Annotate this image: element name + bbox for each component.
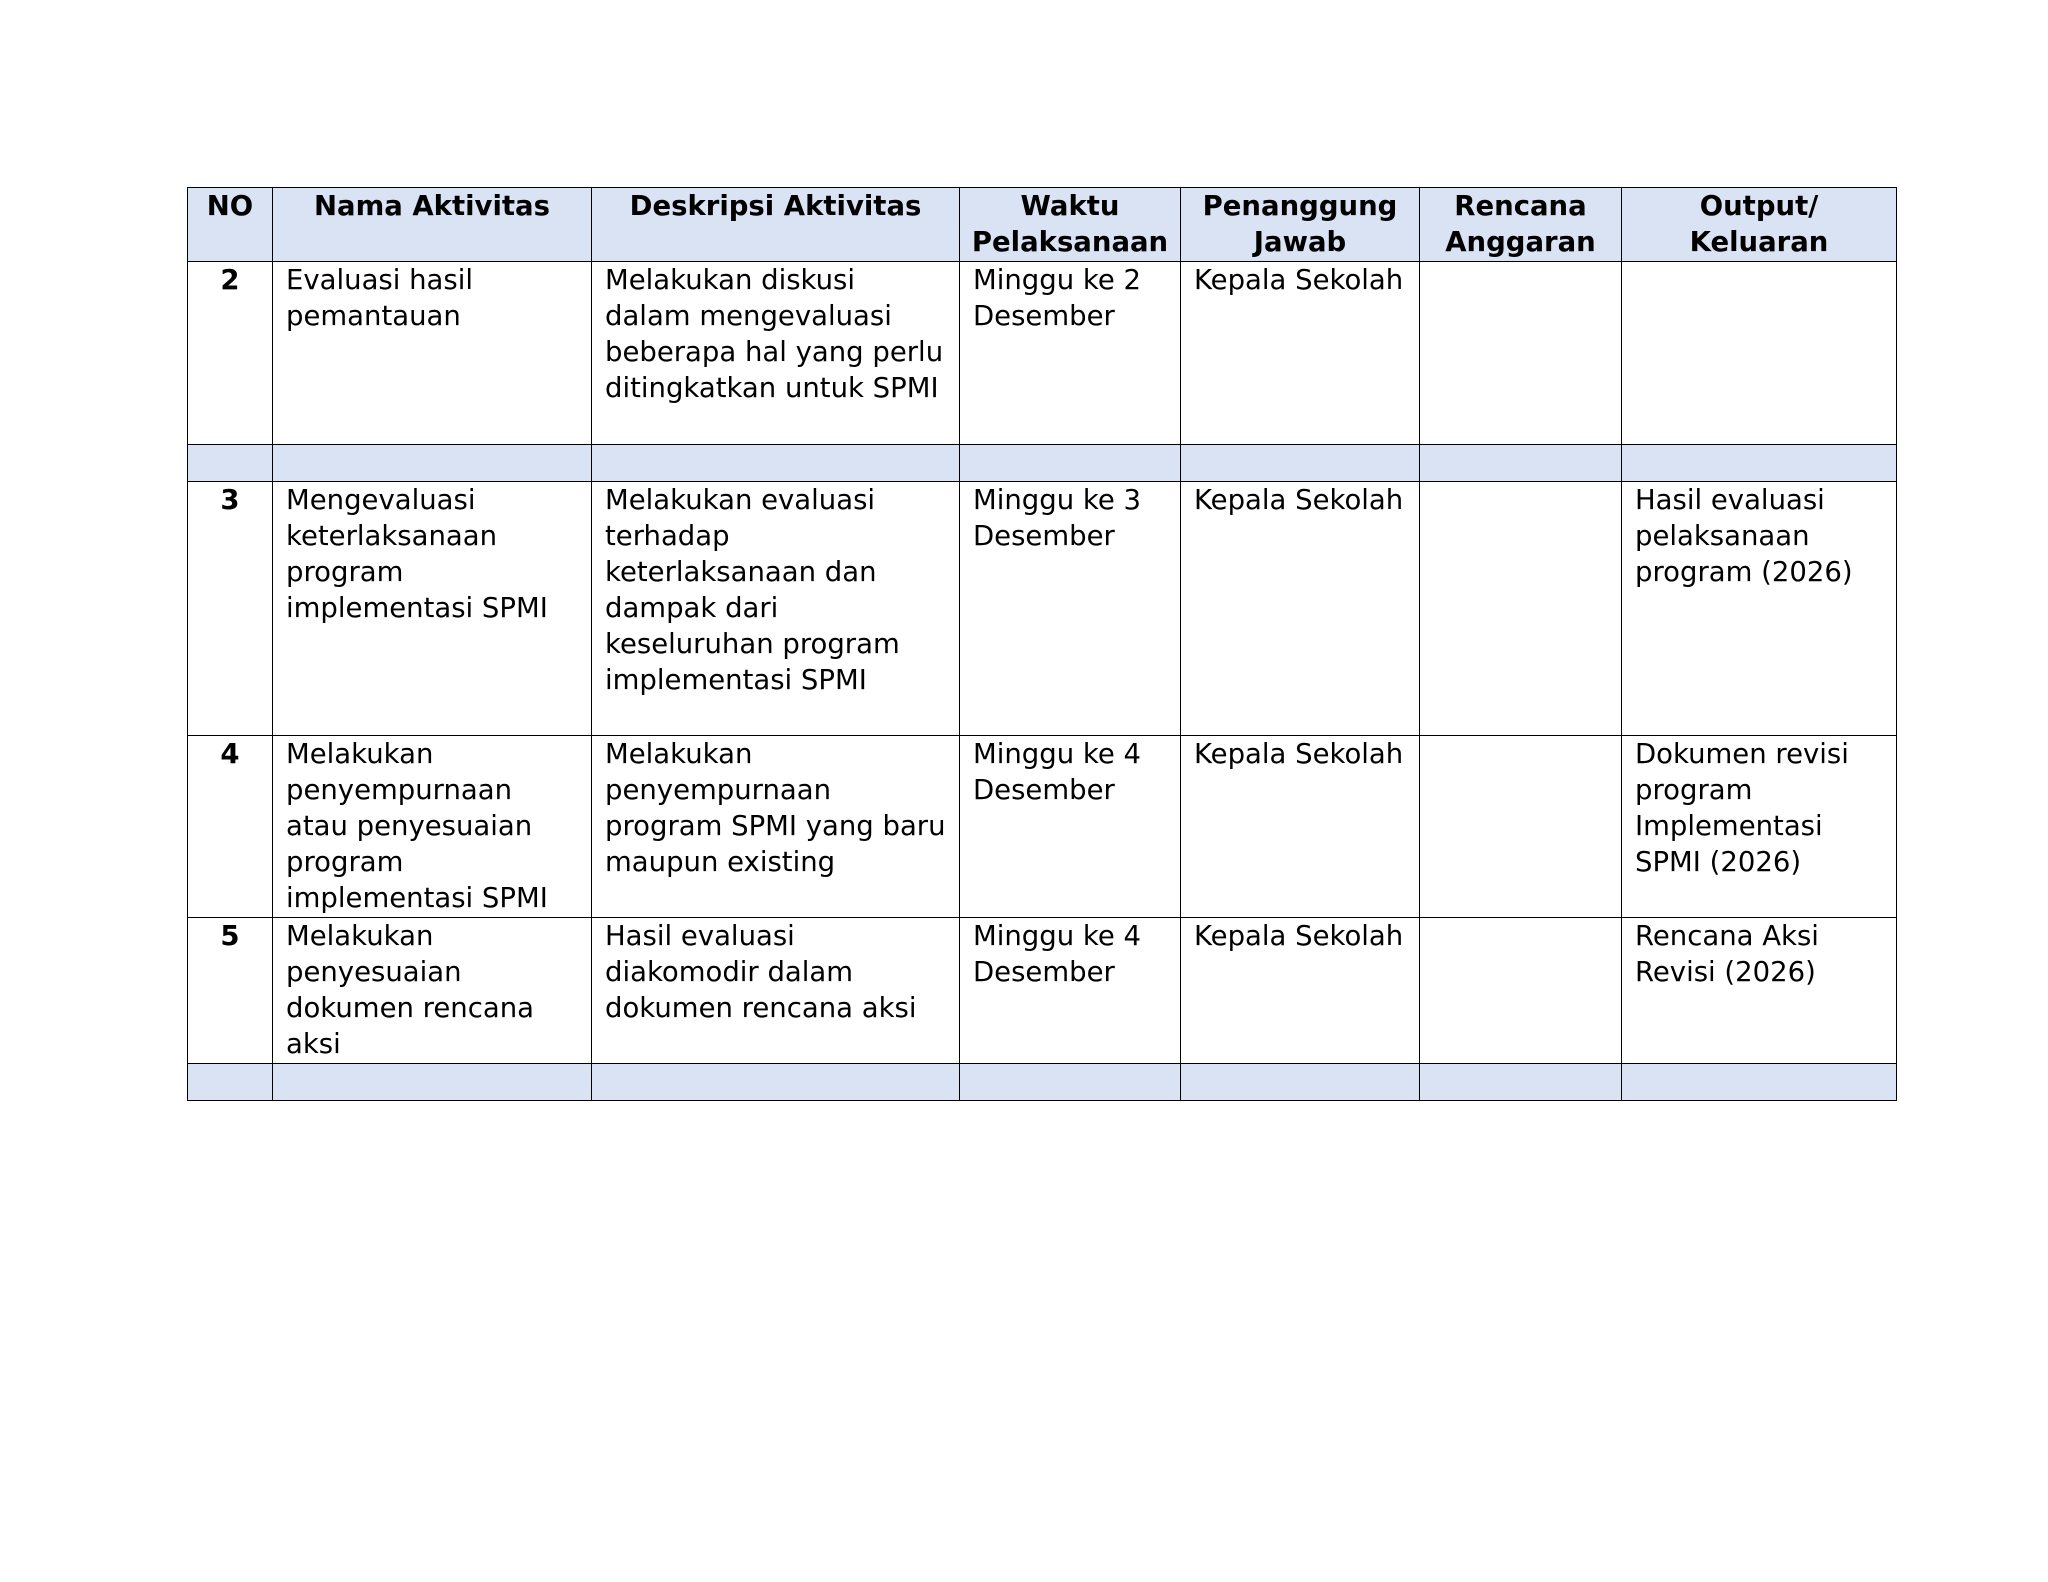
blank-cell [1420, 445, 1622, 482]
rencana-anggaran-cell [1420, 736, 1622, 918]
blank-cell [592, 1064, 960, 1101]
blank-separator-row [188, 1064, 1897, 1101]
deskripsi-aktivitas-cell: Melakukan penyempurnaan program SPMI yang baru maupun existing [592, 736, 960, 918]
penanggung-jawab-cell: Kepala Sekolah [1181, 262, 1420, 445]
blank-cell [1181, 1064, 1420, 1101]
nama-aktivitas-cell: Evaluasi hasil pemantauan [273, 262, 592, 445]
penanggung-jawab-cell: Kepala Sekolah [1181, 918, 1420, 1064]
activity-plan-table [187, 187, 1897, 1101]
rencana-anggaran-cell [1420, 918, 1622, 1064]
blank-cell [960, 445, 1181, 482]
blank-cell [960, 1064, 1181, 1101]
waktu-pelaksanaan-cell: Minggu ke 4 Desember [960, 918, 1181, 1064]
table-row [188, 262, 1897, 445]
blank-cell [1420, 1064, 1622, 1101]
row-number: 2 [188, 262, 273, 445]
header-no: NO [188, 188, 273, 262]
table-row [188, 918, 1897, 1064]
deskripsi-aktivitas-cell: Melakukan diskusi dalam mengevaluasi beberapa hal yang perlu ditingkatkan untuk SPMI [592, 262, 960, 445]
document-page [187, 187, 1896, 1101]
nama-aktivitas-cell: Melakukan penyempurnaan atau penyesuaian program implementasi SPMI [273, 736, 592, 918]
rencana-anggaran-cell [1420, 482, 1622, 736]
blank-cell [188, 445, 273, 482]
header-nama-aktivitas: Nama Aktivitas [273, 188, 592, 262]
blank-cell [273, 1064, 592, 1101]
blank-cell [188, 1064, 273, 1101]
output-keluaran-cell: Dokumen revisi program Implementasi SPMI (2026) [1622, 736, 1897, 918]
rencana-anggaran-cell [1420, 262, 1622, 445]
nama-aktivitas-cell: Mengevaluasi keterlaksanaan program implementasi SPMI [273, 482, 592, 736]
penanggung-jawab-cell: Kepala Sekolah [1181, 482, 1420, 736]
table-header-row [188, 188, 1897, 262]
header-deskripsi-aktivitas: Deskripsi Aktivitas [592, 188, 960, 262]
deskripsi-aktivitas-cell: Hasil evaluasi diakomodir dalam dokumen rencana aksi [592, 918, 960, 1064]
row-number: 4 [188, 736, 273, 918]
waktu-pelaksanaan-cell: Minggu ke 3 Desember [960, 482, 1181, 736]
blank-cell [592, 445, 960, 482]
output-keluaran-cell: Hasil evaluasi pelaksanaan program (2026) [1622, 482, 1897, 736]
table-row [188, 482, 1897, 736]
table-row [188, 736, 1897, 918]
blank-cell [1622, 445, 1897, 482]
row-number: 5 [188, 918, 273, 1064]
output-keluaran-cell [1622, 262, 1897, 445]
waktu-pelaksanaan-cell: Minggu ke 4 Desember [960, 736, 1181, 918]
waktu-pelaksanaan-cell: Minggu ke 2 Desember [960, 262, 1181, 445]
blank-cell [1622, 1064, 1897, 1101]
header-rencana-anggaran: Rencana Anggaran [1420, 188, 1622, 262]
nama-aktivitas-cell: Melakukan penyesuaian dokumen rencana aksi [273, 918, 592, 1064]
output-keluaran-cell: Rencana Aksi Revisi (2026) [1622, 918, 1897, 1064]
blank-cell [273, 445, 592, 482]
row-number: 3 [188, 482, 273, 736]
header-waktu-pelaksanaan: Waktu Pelaksanaan [960, 188, 1181, 262]
penanggung-jawab-cell: Kepala Sekolah [1181, 736, 1420, 918]
deskripsi-aktivitas-cell: Melakukan evaluasi terhadap keterlaksanaan dan dampak dari keseluruhan program implementasi SPMI [592, 482, 960, 736]
header-output-keluaran: Output/ Keluaran [1622, 188, 1897, 262]
header-penanggung-jawab: Penanggung Jawab [1181, 188, 1420, 262]
blank-separator-row [188, 445, 1897, 482]
blank-cell [1181, 445, 1420, 482]
